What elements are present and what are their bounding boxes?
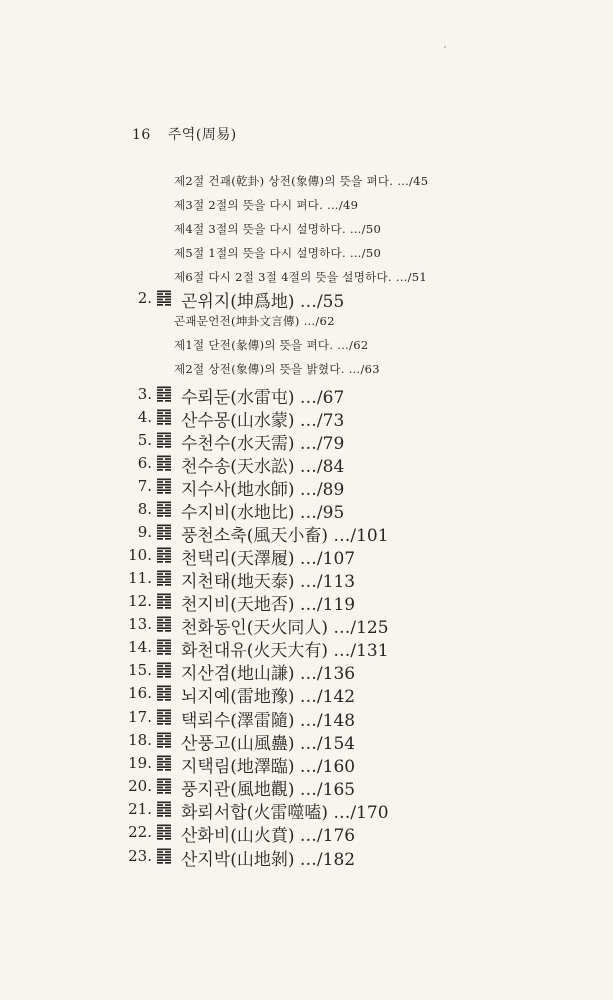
hexagram-icon (157, 685, 171, 701)
entry-number: 18. (128, 731, 152, 749)
hexagram-icon (157, 824, 171, 840)
entry-title: 곤위지(坤爲地) …/55 (181, 292, 345, 312)
entry-number: 15. (128, 661, 152, 679)
hexagram-icon (157, 732, 171, 748)
entry-title: 지수사(地水師) …/89 (181, 480, 345, 500)
toc-subentry: 제2절 상전(象傳)의 뜻을 밝혔다. …/63 (174, 362, 380, 376)
page-speck (444, 46, 446, 48)
entry-title: 화뢰서합(火雷噬嗑) …/170 (181, 803, 389, 823)
entry-number: 23. (128, 847, 152, 865)
hexagram-icon (157, 501, 171, 517)
entry-title: 산지박(山地剝) …/182 (181, 850, 356, 870)
entry-title: 산화비(山火賁) …/176 (181, 826, 356, 846)
hexagram-icon (157, 290, 171, 306)
entry-number: 16. (128, 684, 152, 702)
entry-title: 택뢰수(澤雷隨) …/148 (181, 711, 356, 731)
entry-title: 천수송(天水訟) …/84 (181, 457, 345, 477)
entry-number: 8. (137, 500, 152, 518)
hexagram-icon (157, 570, 171, 586)
toc-subentry: 제6절 다시 2절 3절 4절의 뜻을 설명하다. …/51 (174, 270, 428, 284)
entry-number: 11. (128, 569, 152, 587)
entry-number: 17. (128, 708, 152, 726)
hexagram-icon (157, 386, 171, 402)
hexagram-icon (157, 801, 171, 817)
entry-title: 화천대유(火天大有) …/131 (181, 641, 389, 661)
hexagram-icon (157, 662, 171, 678)
entry-title: 지택림(地澤臨) …/160 (181, 757, 356, 777)
entry-number: 9. (137, 523, 152, 541)
hexagram-icon (157, 455, 171, 471)
entry-number: 10. (128, 546, 152, 564)
entry-number: 13. (128, 615, 152, 633)
entry-title: 수천수(水天需) …/79 (181, 434, 345, 454)
entry-title: 수뢰둔(水雷屯) …/67 (181, 388, 345, 408)
hexagram-icon (157, 616, 171, 632)
entry-number: 12. (128, 592, 152, 610)
book-title: 주역(周易) (167, 127, 237, 143)
hexagram-icon (157, 547, 171, 563)
page-header (132, 124, 237, 144)
toc-subentry: 제5절 1절의 뜻을 다시 설명하다. …/50 (174, 246, 382, 260)
entry-title: 산수몽(山水蒙) …/73 (181, 411, 345, 431)
entry-title: 풍천소축(風天小畜) …/101 (181, 526, 389, 546)
hexagram-icon (157, 639, 171, 655)
page-number: 16 (132, 127, 151, 143)
hexagram-icon (157, 524, 171, 540)
hexagram-icon (157, 848, 171, 864)
entry-title: 수지비(水地比) …/95 (181, 503, 345, 523)
entry-title: 천택리(天澤履) …/107 (181, 549, 356, 569)
entry-title: 풍지관(風地觀) …/165 (181, 780, 356, 800)
entry-number: 4. (137, 408, 152, 426)
hexagram-icon (157, 709, 171, 725)
entry-number: 5. (137, 431, 152, 449)
hexagram-icon (157, 478, 171, 494)
hexagram-icon (157, 755, 171, 771)
entry-title: 뇌지예(雷地豫) …/142 (181, 687, 356, 707)
toc-subentry: 곤괘문언전(坤卦文言傳) …/62 (174, 314, 335, 328)
hexagram-icon (157, 778, 171, 794)
toc-subentry: 제1절 단전(彖傳)의 뜻을 펴다. …/62 (174, 338, 369, 352)
entry-title: 산풍고(山風蠱) …/154 (181, 734, 356, 754)
entry-number: 7. (137, 477, 152, 495)
entry-title: 지산겸(地山謙) …/136 (181, 664, 356, 684)
toc-subentry: 제4절 3절의 뜻을 다시 설명하다. …/50 (174, 222, 382, 236)
entry-number: 14. (128, 638, 152, 656)
entry-number: 2. (137, 289, 152, 307)
entry-number: 22. (128, 823, 152, 841)
toc-subentry: 제2절 건괘(乾卦) 상전(象傳)의 뜻을 펴다. …/45 (174, 174, 429, 188)
entry-title: 지천태(地天泰) …/113 (181, 572, 356, 592)
entry-number: 19. (128, 754, 152, 772)
entry-number: 20. (128, 777, 152, 795)
entry-title: 천화동인(天火同人) …/125 (181, 618, 389, 638)
hexagram-icon (157, 593, 171, 609)
entry-number: 21. (128, 800, 152, 818)
toc-subentry: 제3절 2절의 뜻을 다시 펴다. …/49 (174, 198, 359, 212)
entry-title: 천지비(天地否) …/119 (181, 595, 356, 615)
entry-number: 6. (137, 454, 152, 472)
entry-number: 3. (137, 385, 152, 403)
hexagram-icon (157, 409, 171, 425)
hexagram-icon (157, 432, 171, 448)
